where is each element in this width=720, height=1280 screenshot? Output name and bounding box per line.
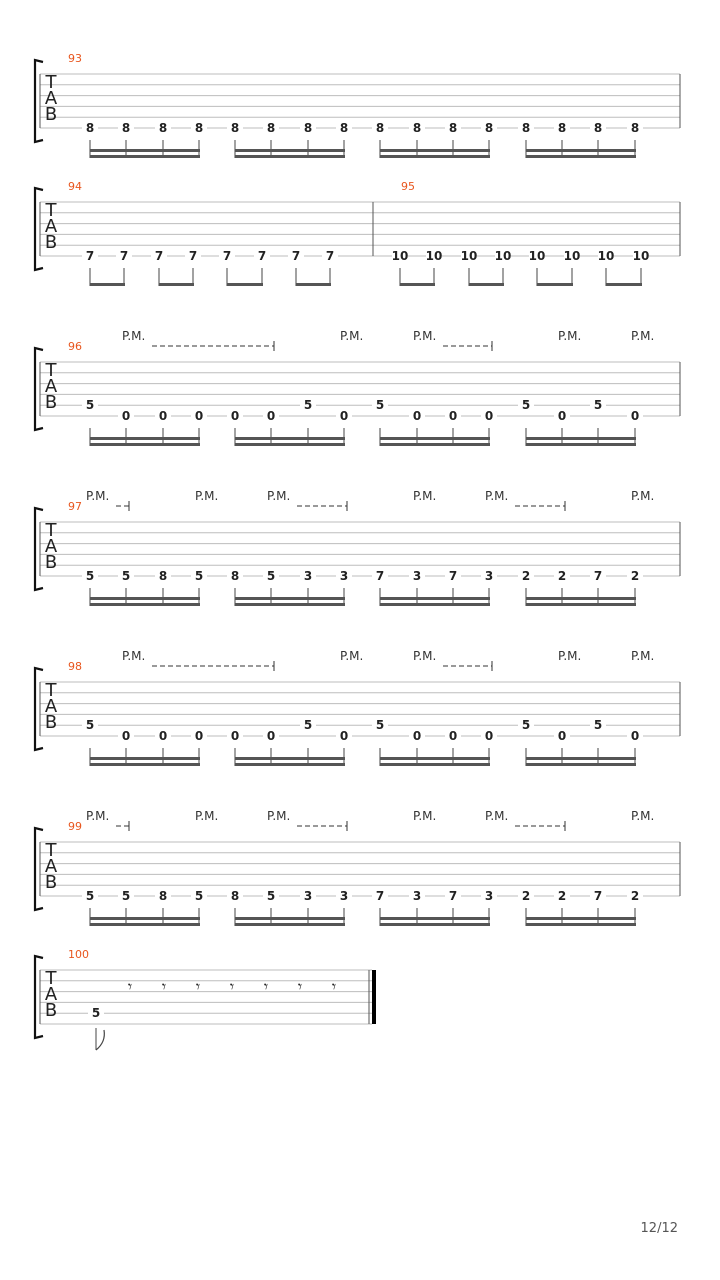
fret-number: 3	[484, 889, 494, 903]
fret-number: 8	[194, 121, 204, 135]
fret-number: 10	[632, 249, 650, 263]
fret-number: 10	[494, 249, 512, 263]
beam	[227, 283, 263, 286]
beam	[296, 283, 331, 286]
beam	[235, 763, 345, 766]
eighth-rest: 𝄾	[229, 977, 235, 996]
fret-number: 7	[85, 249, 95, 263]
fret-number: 5	[85, 569, 95, 583]
fret-number: 8	[303, 121, 313, 135]
palm-mute-label: P.M.	[86, 809, 110, 823]
tab-clef-letter: T	[45, 200, 57, 221]
fret-number: 3	[412, 889, 422, 903]
beam	[526, 149, 636, 152]
fret-number: 8	[630, 121, 640, 135]
palm-mute-label: P.M.	[631, 489, 655, 503]
measure-number: 94	[68, 180, 82, 193]
eighth-rest: 𝄾	[127, 977, 133, 996]
palm-mute-label: P.M.	[267, 809, 291, 823]
fret-number: 7	[375, 569, 385, 583]
tab-clef-letter: B	[44, 104, 58, 125]
palm-mute-label: P.M.	[413, 649, 437, 663]
measure-number: 93	[68, 52, 82, 65]
beam	[90, 757, 200, 760]
fret-number: 8	[448, 121, 458, 135]
tab-clef-letter: A	[44, 536, 58, 557]
fret-number: 10	[391, 249, 409, 263]
beam	[159, 283, 194, 286]
eighth-rest: 𝄾	[195, 977, 201, 996]
fret-number: 8	[266, 121, 276, 135]
beam	[235, 917, 345, 920]
beam	[380, 149, 490, 152]
beam	[90, 443, 200, 446]
fret-number: 8	[412, 121, 422, 135]
beam	[526, 155, 636, 158]
beam	[380, 757, 490, 760]
fret-number: 2	[557, 569, 567, 583]
fret-number: 8	[521, 121, 531, 135]
tab-system	[35, 329, 680, 446]
system-bracket	[35, 668, 43, 750]
palm-mute-label: P.M.	[558, 649, 582, 663]
fret-number: 8	[375, 121, 385, 135]
fret-number: 8	[230, 889, 240, 903]
fret-number: 0	[412, 729, 422, 743]
tab-clef-letter: T	[45, 968, 57, 989]
fret-number: 5	[375, 398, 385, 413]
beam	[400, 283, 435, 286]
tab-system	[35, 489, 680, 606]
fret-number: 7	[119, 249, 129, 263]
tab-system	[35, 809, 680, 926]
fret-number: 5	[121, 569, 131, 583]
beam	[537, 283, 573, 286]
note-flag	[96, 1030, 104, 1050]
fret-number: 10	[460, 249, 478, 263]
beam	[380, 923, 490, 926]
measure-number: 97	[68, 500, 82, 513]
fret-number: 7	[448, 569, 458, 583]
tab-clef-letter: T	[45, 360, 57, 381]
eighth-rest: 𝄾	[297, 977, 303, 996]
tab-clef-letter: T	[45, 840, 57, 861]
fret-number: 5	[266, 889, 276, 903]
fret-number: 2	[557, 889, 567, 903]
fret-number: 0	[339, 409, 349, 423]
fret-number: 5	[266, 569, 276, 583]
beam	[235, 923, 345, 926]
palm-mute-label: P.M.	[413, 809, 437, 823]
fret-number: 10	[563, 249, 581, 263]
measure-number: 95	[401, 180, 415, 193]
beam	[90, 923, 200, 926]
fret-number: 5	[303, 398, 313, 413]
beam	[235, 437, 345, 440]
fret-number: 0	[121, 729, 131, 743]
tab-system	[35, 649, 680, 766]
beam	[526, 923, 636, 926]
fret-number: 5	[521, 398, 531, 413]
palm-mute-label: P.M.	[340, 649, 364, 663]
fret-number: 10	[528, 249, 546, 263]
fret-number: 7	[188, 249, 198, 263]
fret-number: 5	[85, 398, 95, 413]
fret-number: 0	[448, 729, 458, 743]
palm-mute-label: P.M.	[631, 329, 655, 343]
tab-clef-letter: T	[45, 520, 57, 541]
fret-number: 8	[158, 569, 168, 583]
fret-number: 7	[593, 569, 603, 583]
fret-number: 0	[484, 729, 494, 743]
beam	[380, 917, 490, 920]
fret-number: 5	[375, 718, 385, 733]
tab-clef-letter: A	[44, 216, 58, 237]
measure-number: 100	[68, 948, 89, 961]
fret-number: 8	[158, 121, 168, 135]
palm-mute-label: P.M.	[631, 649, 655, 663]
beam	[526, 763, 636, 766]
beam	[380, 443, 490, 446]
fret-number: 5	[91, 1006, 101, 1021]
beam	[526, 757, 636, 760]
system-bracket	[35, 348, 43, 430]
fret-number: 0	[266, 409, 276, 423]
fret-number: 10	[597, 249, 615, 263]
fret-number: 3	[303, 889, 313, 903]
fret-number: 3	[412, 569, 422, 583]
fret-number: 5	[303, 718, 313, 733]
fret-number: 5	[521, 718, 531, 733]
fret-number: 3	[484, 569, 494, 583]
fret-number: 0	[339, 729, 349, 743]
system-bracket	[35, 956, 43, 1038]
beam	[90, 603, 200, 606]
fret-number: 8	[339, 121, 349, 135]
palm-mute-label: P.M.	[122, 649, 146, 663]
beam	[235, 443, 345, 446]
system-bracket	[35, 188, 43, 270]
beam	[380, 763, 490, 766]
fret-number: 0	[158, 409, 168, 423]
beam	[235, 603, 345, 606]
palm-mute-label: P.M.	[631, 809, 655, 823]
fret-number: 8	[158, 889, 168, 903]
beam	[526, 597, 636, 600]
beam	[235, 757, 345, 760]
fret-number: 8	[85, 121, 95, 135]
fret-number: 0	[412, 409, 422, 423]
beam	[380, 437, 490, 440]
fret-number: 7	[593, 889, 603, 903]
fret-number: 5	[194, 889, 204, 903]
beam	[90, 763, 200, 766]
fret-number: 3	[339, 569, 349, 583]
system-bracket	[35, 508, 43, 590]
fret-number: 0	[630, 729, 640, 743]
tab-clef-letter: T	[45, 72, 57, 93]
fret-number: 3	[303, 569, 313, 583]
fret-number: 5	[85, 889, 95, 903]
beam	[235, 155, 345, 158]
eighth-rest: 𝄾	[161, 977, 167, 996]
page-number: 12/12	[640, 1221, 678, 1236]
system-bracket	[35, 60, 43, 142]
fret-number: 5	[593, 718, 603, 733]
tab-clef-letter: B	[44, 392, 58, 413]
beam	[90, 917, 200, 920]
palm-mute-label: P.M.	[267, 489, 291, 503]
tab-clef-letter: B	[44, 232, 58, 253]
fret-number: 0	[266, 729, 276, 743]
fret-number: 0	[557, 409, 567, 423]
fret-number: 8	[121, 121, 131, 135]
fret-number: 5	[85, 718, 95, 733]
tab-clef-letter: A	[44, 856, 58, 877]
fret-number: 7	[375, 889, 385, 903]
fret-number: 8	[593, 121, 603, 135]
beam	[235, 149, 345, 152]
fret-number: 0	[230, 409, 240, 423]
fret-number: 0	[194, 729, 204, 743]
fret-number: 2	[521, 569, 531, 583]
fret-number: 5	[194, 569, 204, 583]
beam	[90, 437, 200, 440]
tab-clef-letter: A	[44, 696, 58, 717]
fret-number: 0	[230, 729, 240, 743]
measure-number: 99	[68, 820, 82, 833]
palm-mute-label: P.M.	[413, 489, 437, 503]
beam	[526, 603, 636, 606]
palm-mute-label: P.M.	[413, 329, 437, 343]
beam	[469, 283, 504, 286]
fret-number: 0	[158, 729, 168, 743]
beam	[606, 283, 642, 286]
fret-number: 10	[425, 249, 443, 263]
fret-number: 0	[630, 409, 640, 423]
beam	[380, 155, 490, 158]
tab-system	[35, 52, 680, 158]
fret-number: 7	[222, 249, 232, 263]
beam	[526, 437, 636, 440]
fret-number: 7	[325, 249, 335, 263]
fret-number: 2	[521, 889, 531, 903]
fret-number: 2	[630, 569, 640, 583]
fret-number: 0	[448, 409, 458, 423]
fret-number: 8	[230, 121, 240, 135]
fret-number: 5	[121, 889, 131, 903]
palm-mute-label: P.M.	[340, 329, 364, 343]
fret-number: 0	[484, 409, 494, 423]
system-bracket	[35, 828, 43, 910]
eighth-rest: 𝄾	[263, 977, 269, 996]
tab-clef-letter: A	[44, 984, 58, 1005]
fret-number: 2	[630, 889, 640, 903]
fret-number: 0	[121, 409, 131, 423]
final-barline	[372, 970, 376, 1024]
fret-number: 0	[194, 409, 204, 423]
fret-number: 0	[557, 729, 567, 743]
beam	[526, 443, 636, 446]
tab-clef-letter: B	[44, 872, 58, 893]
fret-number: 8	[230, 569, 240, 583]
beam	[90, 597, 200, 600]
palm-mute-label: P.M.	[122, 329, 146, 343]
palm-mute-label: P.M.	[485, 489, 509, 503]
fret-number: 5	[593, 398, 603, 413]
beam	[235, 597, 345, 600]
measure-number: 98	[68, 660, 82, 673]
beam	[90, 155, 200, 158]
fret-number: 8	[557, 121, 567, 135]
tab-clef-letter: B	[44, 552, 58, 573]
fret-number: 7	[257, 249, 267, 263]
tab-clef-letter: T	[45, 680, 57, 701]
beam	[90, 149, 200, 152]
measure-number: 96	[68, 340, 82, 353]
tab-system	[35, 180, 680, 286]
beam	[90, 283, 125, 286]
fret-number: 7	[448, 889, 458, 903]
tab-clef-letter: A	[44, 376, 58, 397]
tab-clef-letter: A	[44, 88, 58, 109]
beam	[380, 597, 490, 600]
fret-number: 7	[154, 249, 164, 263]
palm-mute-label: P.M.	[195, 489, 219, 503]
palm-mute-label: P.M.	[485, 809, 509, 823]
palm-mute-label: P.M.	[86, 489, 110, 503]
tab-clef-letter: B	[44, 712, 58, 733]
palm-mute-label: P.M.	[558, 329, 582, 343]
fret-number: 7	[291, 249, 301, 263]
fret-number: 3	[339, 889, 349, 903]
tab-system	[35, 948, 376, 1050]
beam	[526, 917, 636, 920]
palm-mute-label: P.M.	[195, 809, 219, 823]
tab-clef-letter: B	[44, 1000, 58, 1021]
eighth-rest: 𝄾	[331, 977, 337, 996]
fret-number: 8	[484, 121, 494, 135]
beam	[380, 603, 490, 606]
